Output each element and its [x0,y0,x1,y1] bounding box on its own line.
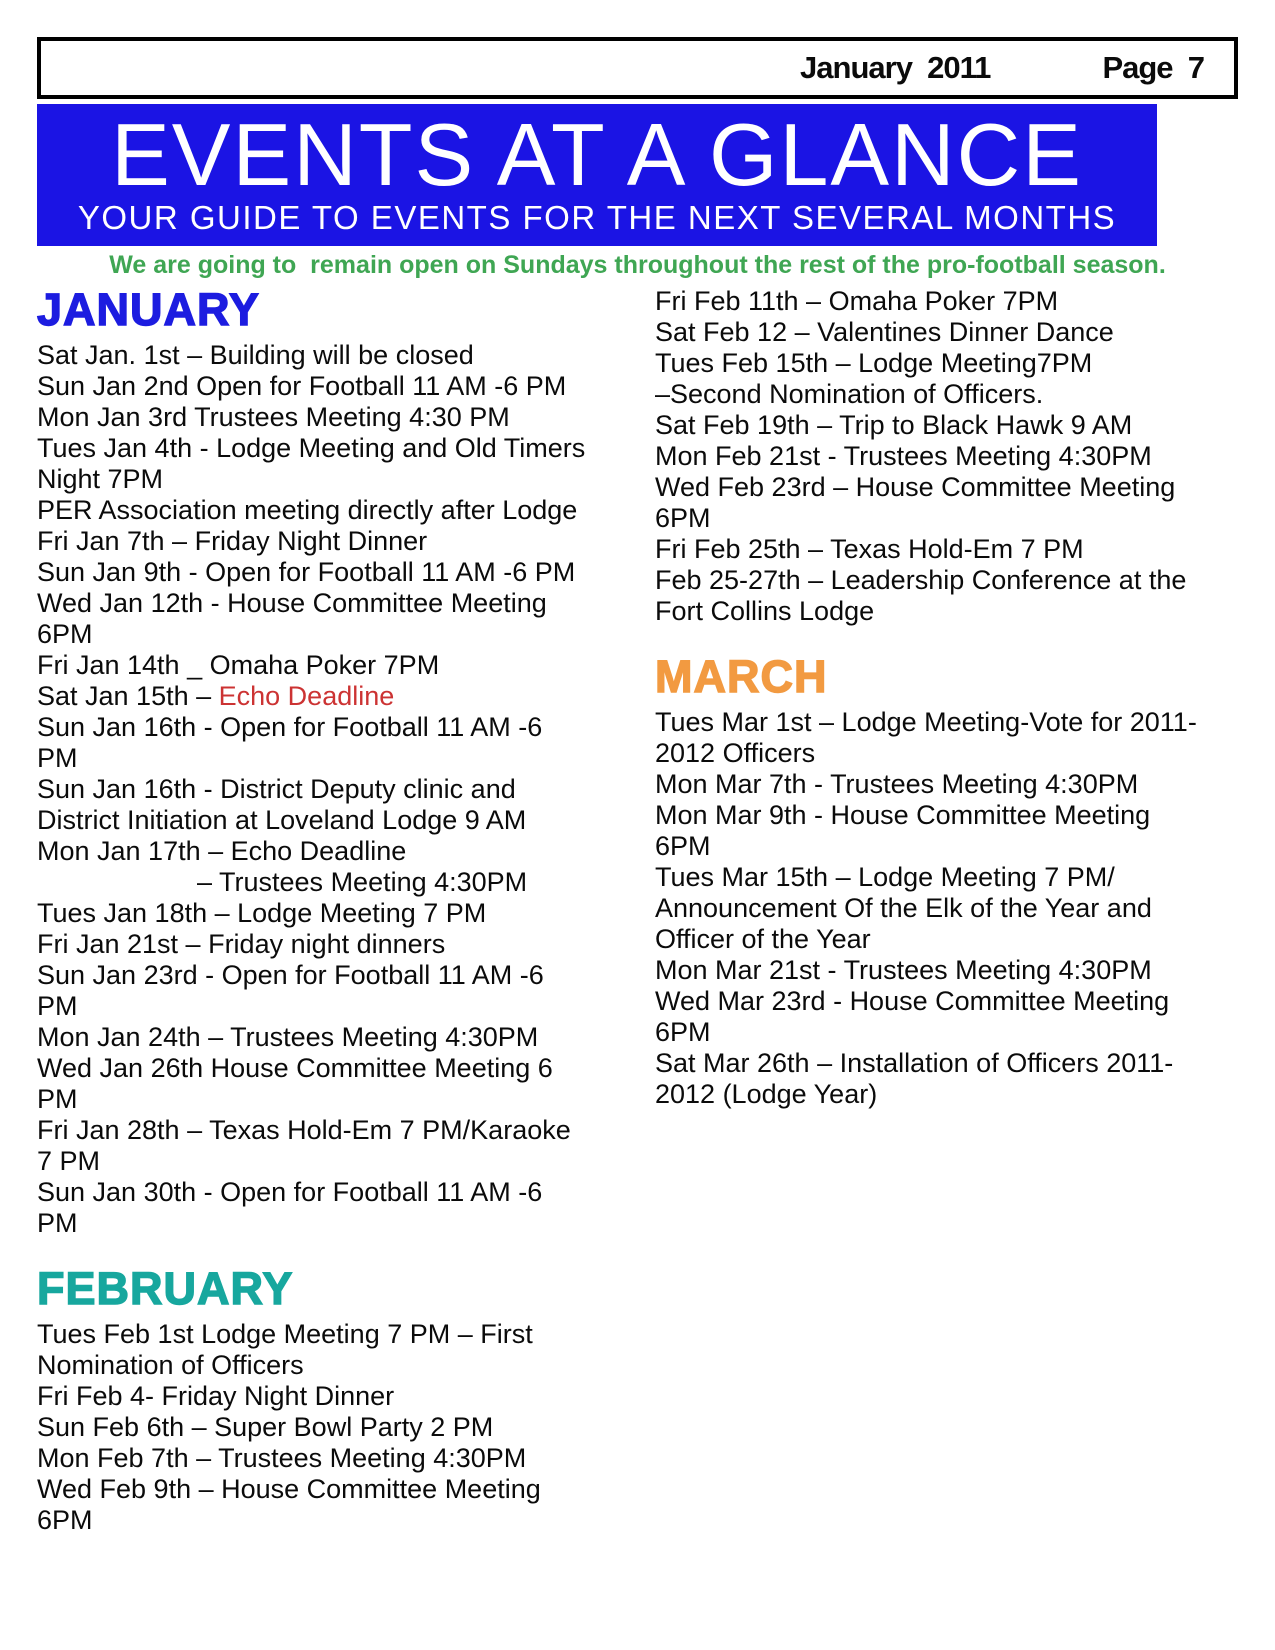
event-text: Feb 25-27th – Leadership Conference at the [655,565,1187,595]
event-text: 7 PM [37,1146,101,1176]
event-text: Fri Feb 4- Friday Night Dinner [37,1381,395,1411]
event-text: 2012 Officers [655,738,816,768]
event-text: Officer of the Year [655,924,871,954]
issue-date: January 2011 [800,50,991,85]
event-line [37,588,622,619]
event-text: Mon Mar 21st - Trustees Meeting 4:30PM [655,955,1152,985]
event-line [37,1177,622,1208]
event-line [655,348,1215,379]
event-text: Sun Jan 2nd Open for Football 11 AM -6 PM [37,371,567,401]
event-line [37,619,622,650]
event-list [655,707,1215,1110]
event-line [37,495,622,526]
event-text: Mon Mar 7th - Trustees Meeting 4:30PM [655,769,1139,799]
event-line [655,317,1215,348]
event-text: Sun Jan 9th - Open for Football 11 AM -6 PM [37,557,576,587]
event-line [37,340,622,371]
event-line [37,898,622,929]
event-text: PM [37,743,78,773]
event-line [37,1412,622,1443]
event-line [37,1022,622,1053]
month-heading-january: JANUARY [37,284,260,335]
event-line [37,960,622,991]
event-line [37,712,622,743]
event-line [37,681,622,712]
event-text: Night 7PM [37,464,164,494]
event-text: Fri Jan 7th – Friday Night Dinner [37,526,428,556]
event-line [655,1017,1215,1048]
event-text: Mon Mar 9th - House Committee Meeting [655,800,1151,830]
event-text: Sun Feb 6th – Super Bowl Party 2 PM [37,1412,494,1442]
event-line [37,743,622,774]
event-text: Sun Jan 16th - Open for Football 11 AM -6 [37,712,543,742]
event-line [37,929,622,960]
event-text: PM [37,1208,78,1238]
event-line [655,503,1215,534]
event-line [37,433,622,464]
event-line [37,1115,622,1146]
event-list [37,340,622,1239]
event-line [655,286,1215,317]
event-line [655,831,1215,862]
event-line [655,893,1215,924]
event-line [655,862,1215,893]
event-text: Mon Feb 21st - Trustees Meeting 4:30PM [655,441,1152,471]
page-number: Page 7 [1102,50,1204,85]
event-line [37,805,622,836]
event-line [37,1443,622,1474]
event-text: Fri Jan 28th – Texas Hold-Em 7 PM/Karaoke [37,1115,571,1145]
left-column [37,286,622,1538]
event-line [37,867,622,898]
event-line [37,836,622,867]
event-text: 6PM [37,619,93,649]
event-line [655,534,1215,565]
event-text: Sat Jan 15th – [37,681,219,711]
sunday-notice: We are going to remain open on Sundays throughout the rest of the pro-football season. [109,251,1166,279]
event-line [655,707,1215,738]
event-text: Sat Mar 26th – Installation of Officers 2011- [655,1048,1174,1078]
event-line [37,526,622,557]
event-line [655,565,1215,596]
event-line [37,1381,622,1412]
event-line [655,441,1215,472]
event-text: Nomination of Officers [37,1350,304,1380]
event-text: Mon Jan 3rd Trustees Meeting 4:30 PM [37,402,510,432]
event-line [37,774,622,805]
event-line [655,924,1215,955]
event-line [37,1053,622,1084]
event-text: 2012 (Lodge Year) [655,1079,878,1109]
event-text: Fort Collins Lodge [655,596,875,626]
event-text: Sat Feb 19th – Trip to Black Hawk 9 AM [655,410,1133,440]
event-text: District Initiation at Loveland Lodge 9 AM [37,805,527,835]
event-line [37,402,622,433]
event-line [37,1474,622,1505]
event-list [655,286,1215,627]
event-text: Wed Feb 23rd – House Committee Meeting [655,472,1176,502]
page-header [37,37,1238,99]
event-text: Fri Feb 11th – Omaha Poker 7PM [655,286,1059,316]
month-heading-february: FEBRUARY [37,1263,294,1314]
event-text: Tues Feb 15th – Lodge Meeting7PM [655,348,1093,378]
echo-deadline-highlight: Echo Deadline [218,681,395,711]
event-text: Fri Feb 25th – Texas Hold-Em 7 PM [655,534,1084,564]
event-text: Mon Jan 17th – Echo Deadline [37,836,407,866]
event-line [37,557,622,588]
event-text: Wed Jan 12th - House Committee Meeting [37,588,547,618]
events-banner [37,104,1157,246]
event-line [37,1505,622,1536]
event-line [37,1319,622,1350]
event-line [655,472,1215,503]
event-line [37,1146,622,1177]
event-text: 6PM [655,503,711,533]
events-columns [37,286,1238,1538]
event-text: Wed Feb 9th – House Committee Meeting [37,1474,541,1504]
event-text: Wed Mar 23rd - House Committee Meeting [655,986,1170,1016]
event-text: Tues Feb 1st Lodge Meeting 7 PM – First [37,1319,533,1349]
event-text: – Trustees Meeting 4:30PM [197,867,528,897]
event-line [655,1048,1215,1079]
event-text: Mon Feb 7th – Trustees Meeting 4:30PM [37,1443,527,1473]
event-line [37,1084,622,1115]
event-line [655,379,1215,410]
event-text: Tues Jan 4th - Lodge Meeting and Old Timers [37,433,586,463]
event-text: 6PM [37,1505,93,1535]
event-line [655,596,1215,627]
event-text: Mon Jan 24th – Trustees Meeting 4:30PM [37,1022,539,1052]
event-text: –Second Nomination of Officers. [655,379,1044,409]
event-line [37,464,622,495]
event-text: Sun Jan 16th - District Deputy clinic and [37,774,516,804]
event-line [655,738,1215,769]
event-text: PER Association meeting directly after Lodge [37,495,578,525]
event-text: Wed Jan 26th House Committee Meeting 6 [37,1053,553,1083]
event-line [655,410,1215,441]
right-column [655,286,1215,1538]
event-line [655,955,1215,986]
event-text: PM [37,1084,78,1114]
banner-subtitle: YOUR GUIDE TO EVENTS FOR THE NEXT SEVERAL MONTHS [77,199,1117,236]
event-text: Sun Jan 23rd - Open for Football 11 AM -6 [37,960,544,990]
event-text: Sun Jan 30th - Open for Football 11 AM -6 [37,1177,543,1207]
event-text: Tues Jan 18th – Lodge Meeting 7 PM [37,898,487,928]
event-line [37,1350,622,1381]
event-line [655,769,1215,800]
event-list [37,1319,622,1536]
event-text: Tues Mar 15th – Lodge Meeting 7 PM/ [655,862,1115,892]
event-text: 6PM [655,831,711,861]
event-line [655,986,1215,1017]
event-text: PM [37,991,78,1021]
month-heading-march: MARCH [655,651,828,702]
event-text: Fri Jan 21st – Friday night dinners [37,929,446,959]
event-text: 6PM [655,1017,711,1047]
event-text: Fri Jan 14th _ Omaha Poker 7PM [37,650,440,680]
event-line [37,650,622,681]
event-text: Sat Feb 12 – Valentines Dinner Dance [655,317,1114,347]
event-text: Sat Jan. 1st – Building will be closed [37,340,474,370]
event-text: Announcement Of the Elk of the Year and [655,893,1152,923]
event-text: Tues Mar 1st – Lodge Meeting-Vote for 2011- [655,707,1197,737]
event-line [37,371,622,402]
event-line [655,800,1215,831]
event-line [655,1079,1215,1110]
event-line [37,991,622,1022]
banner-title: EVENTS AT A GLANCE [111,105,1083,204]
event-line [37,1208,622,1239]
